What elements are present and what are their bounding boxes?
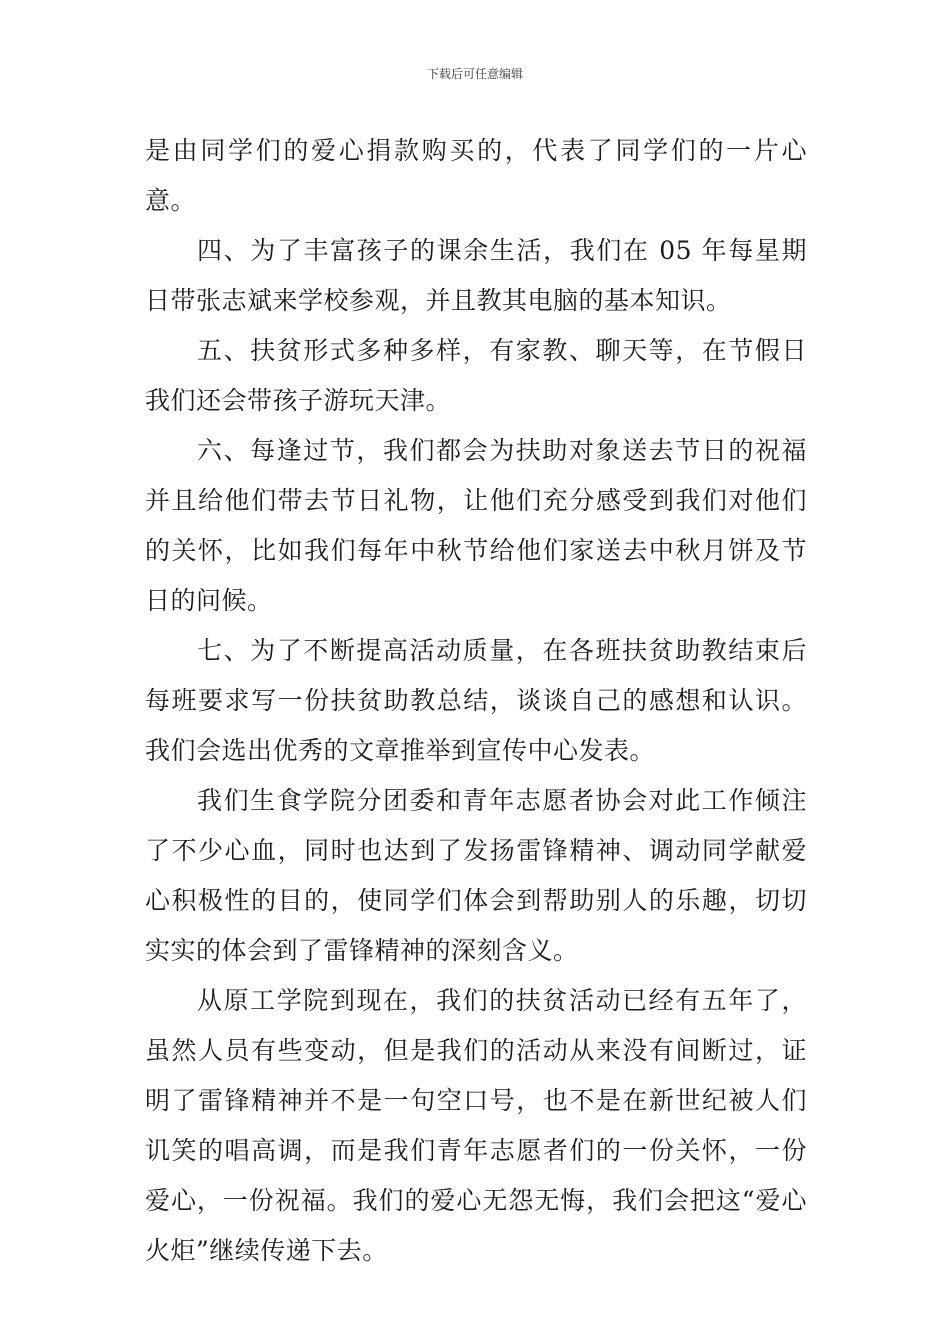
- paragraph-continuation: 是由同学们的爱心捐款购买的，代表了同学们的一片心意。: [145, 136, 807, 215]
- paragraph-summary: 我们生食学院分团委和青年志愿者协会对此工作倾注了不少心血，同时也达到了发扬雷锋精神、调动同学献爱心积极性的目的，使同学们体会到帮助别人的乐趣，切切实实的体会到了雷锋精神的深刻含义。: [145, 786, 807, 965]
- paragraph-conclusion: 从原工学院到现在，我们的扶贫活动已经有五年了，虽然人员有些变动，但是我们的活动从来没有间断过，证明了雷锋精神并不是一句空口号，也不是在新世纪被人们讥笑的唱高调，而是我们青年志愿者们的一份关怀，一份爱心，一份祝福。我们的爱心无怨无悔，我们会把这“爱心火炬”继续传递下去。: [145, 986, 807, 1265]
- paragraph-item-5: 五、扶贫形式多种多样，有家教、聊天等，在节假日我们还会带孩子游玩天津。: [145, 336, 807, 415]
- document-body: [145, 126, 807, 1276]
- page-header: 下载后可任意编辑: [426, 67, 523, 81]
- paragraph-item-4: 四、为了丰富孩子的课余生活，我们在 05 年每星期日带张志斌来学校参观，并且教其电脑的基本知识。: [145, 236, 807, 315]
- paragraph-item-7: 七、为了不断提高活动质量，在各班扶贫助教结束后每班要求写一份扶贫助教总结，谈谈自己的感想和认识。我们会选出优秀的文章推举到宣传中心发表。: [145, 636, 807, 765]
- paragraph-item-6: 六、每逢过节，我们都会为扶助对象送去节日的祝福并且给他们带去节日礼物，让他们充分感受到我们对他们的关怀，比如我们每年中秋节给他们家送去中秋月饼及节日的问候。: [145, 436, 807, 615]
